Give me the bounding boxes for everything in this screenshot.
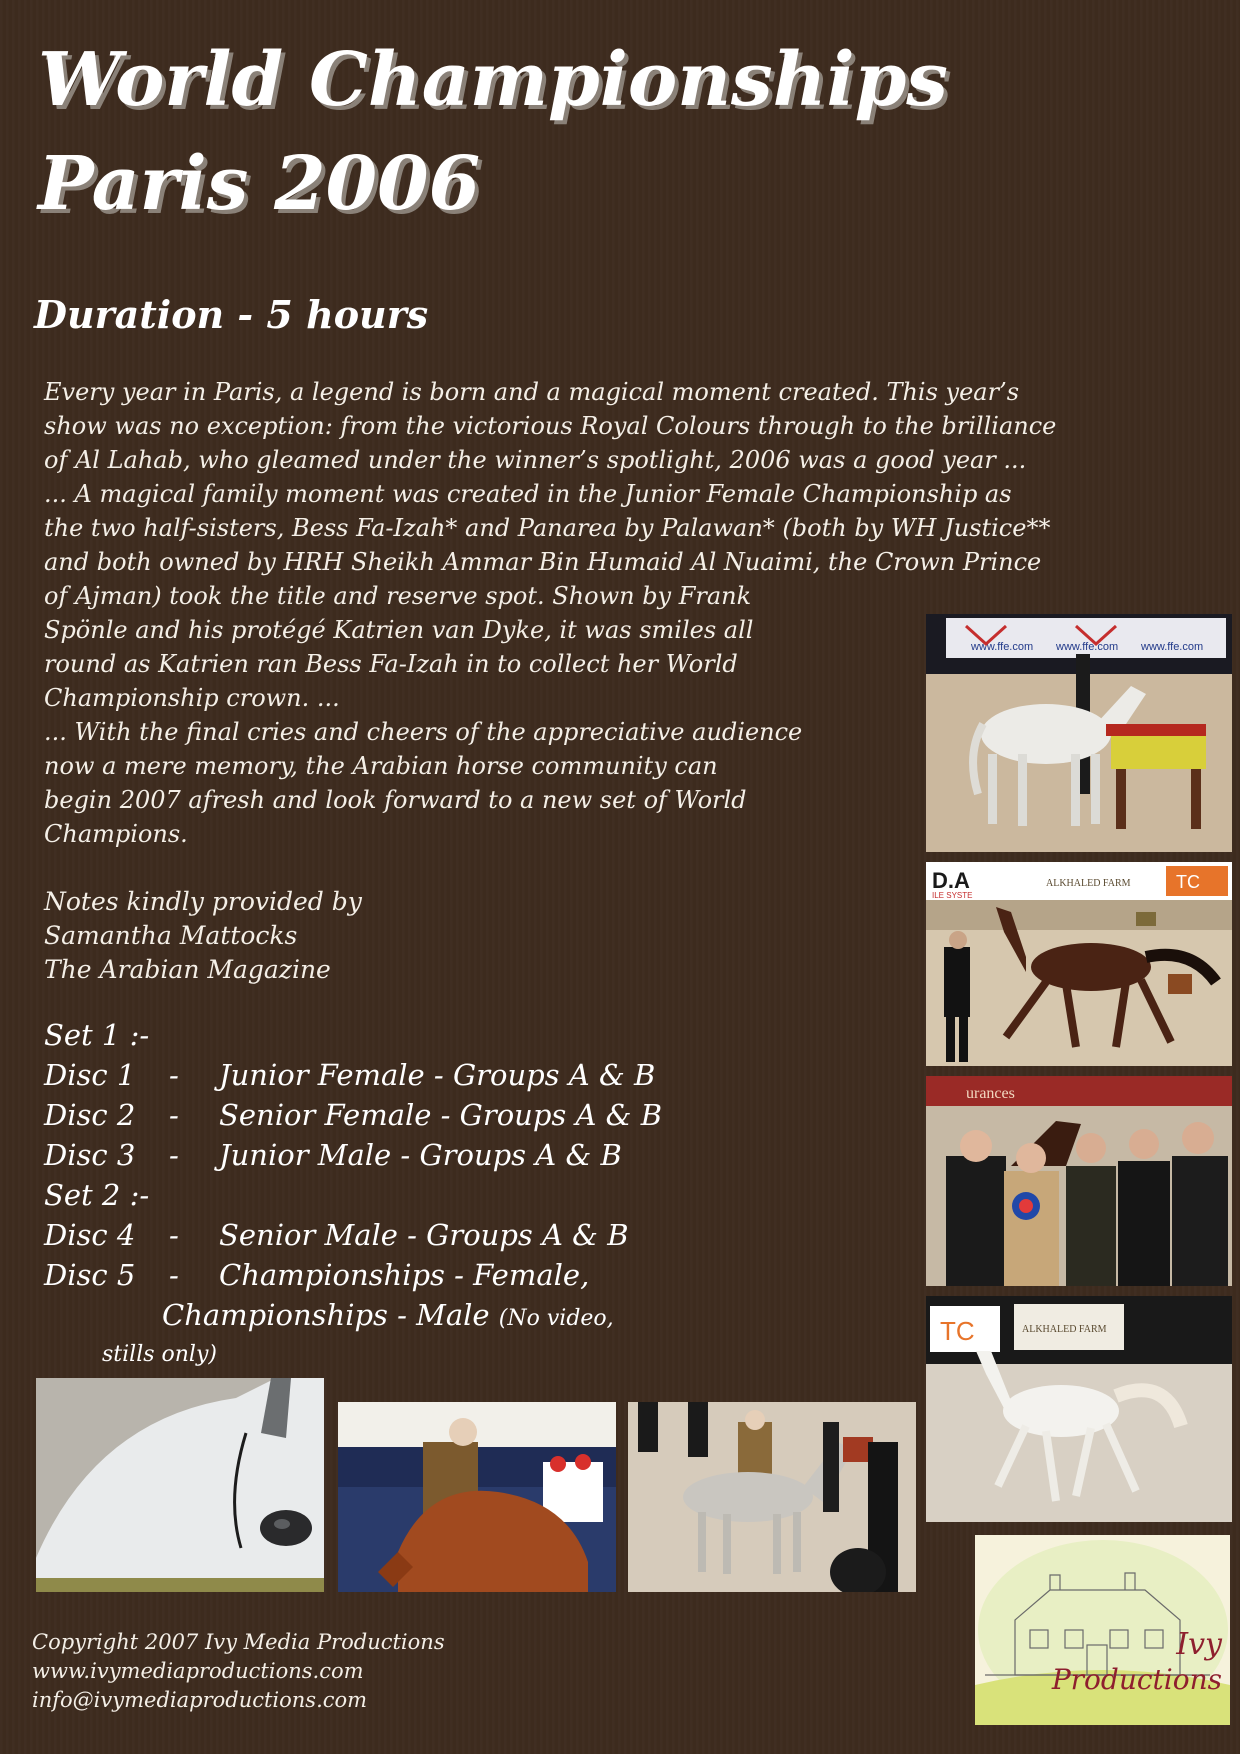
- logo-text-productions: Productions: [1051, 1663, 1222, 1696]
- disc-number: Disc 2: [44, 1098, 136, 1132]
- email-text: info@ivymediaproductions.com: [32, 1688, 368, 1712]
- disc-description: Championships - Male: [162, 1298, 490, 1332]
- disc-number: Disc 4: [44, 1218, 136, 1252]
- disc-number: Disc 5: [44, 1258, 136, 1292]
- disc-row: [44, 1135, 744, 1175]
- photo-chestnut-horse-handler: [338, 1402, 616, 1592]
- photo-grey-horse-closeup: [36, 1378, 324, 1592]
- disc-list: [44, 1015, 744, 1369]
- set-1-heading: [44, 1015, 744, 1055]
- ivy-productions-logo: [975, 1535, 1230, 1725]
- title-line-2: Paris 2006: [38, 141, 481, 227]
- disc-row: [44, 1095, 744, 1135]
- duration-heading: Duration - 5 hours: [34, 292, 429, 337]
- photo-award-ceremony: [926, 1076, 1232, 1286]
- description-line: Spönle and his protégé Katrien van Dyke, it was smiles all: [44, 616, 754, 644]
- disc-dash: -: [169, 1218, 179, 1252]
- disc-row: [44, 1255, 744, 1295]
- banner-text: TC: [1176, 872, 1200, 892]
- disc-dash: -: [169, 1098, 179, 1132]
- disc-note: (No video,: [498, 1306, 614, 1331]
- banner-text: www.ffe.com: [971, 641, 1034, 653]
- description-line: ... With the final cries and cheers of the appreciative audience: [44, 718, 803, 746]
- disc-description: Junior Male - Groups A & B: [219, 1138, 622, 1172]
- banner-text: TC: [940, 1316, 975, 1346]
- notes-credit: [44, 885, 362, 987]
- disc-dash: -: [169, 1138, 179, 1172]
- description-line: ... A magical family moment was created in the Junior Female Championship as: [44, 480, 1012, 508]
- set-2-heading: [44, 1175, 744, 1215]
- description-line: begin 2007 afresh and look forward to a new set of World: [44, 786, 747, 814]
- disc-description: Senior Female - Groups A & B: [219, 1098, 663, 1132]
- banner-text: www.ffe.com: [1056, 641, 1119, 653]
- disc-number: Disc 3: [44, 1138, 136, 1172]
- disc-row: [44, 1215, 744, 1255]
- photo-bay-horse-trotting: [926, 862, 1232, 1066]
- description-line: and both owned by HRH Sheikh Ammar Bin Humaid Al Nuaimi, the Crown Prince: [44, 548, 1042, 576]
- disc-description: Senior Male - Groups A & B: [219, 1218, 629, 1252]
- banner-text: ALKHALED FARM: [1022, 1324, 1107, 1335]
- disc-number: Disc 1: [44, 1058, 136, 1092]
- banner-text: ILE SYSTE: [932, 891, 973, 900]
- photo-white-horse-trotting: [926, 1296, 1232, 1522]
- description-line: of Al Lahab, who gleamed under the winner’s spotlight, 2006 was a good year ...: [44, 446, 1027, 474]
- description-text: [44, 375, 1056, 851]
- description-line: of Ajman) took the title and reserve spot. Shown by Frank: [44, 582, 752, 610]
- title-line-1: World Championships: [38, 37, 948, 123]
- notes-line: Samantha Mattocks: [44, 921, 298, 950]
- disc-description: Junior Female - Groups A & B: [219, 1058, 656, 1092]
- notes-line: Notes kindly provided by: [44, 887, 362, 916]
- description-line: the two half-sisters, Bess Fa-Izah* and Panarea by Palawan* (both by WH Justice**: [44, 514, 1051, 542]
- photo-grey-horse-saddle: [926, 614, 1232, 852]
- description-line: Every year in Paris, a legend is born and a magical moment created. This year’s: [44, 378, 1020, 406]
- banner-text: www.ffe.com: [1141, 641, 1204, 653]
- disc-description: Championships - Female,: [219, 1258, 590, 1292]
- set-label: Set 2 :-: [44, 1178, 150, 1212]
- set-label: Set 1 :-: [44, 1018, 150, 1052]
- footer-contact: [32, 1628, 445, 1715]
- disc-dash: -: [169, 1258, 179, 1292]
- description-line: round as Katrien ran Bess Fa-Izah in to collect her World: [44, 650, 738, 678]
- disc-note-continuation: stills only): [102, 1342, 217, 1367]
- disc-row: [44, 1055, 744, 1095]
- description-line: Champions.: [44, 820, 188, 848]
- photo-grey-horse-crowd: [628, 1402, 916, 1592]
- notes-line: The Arabian Magazine: [44, 955, 331, 984]
- description-line: now a mere memory, the Arabian horse community can: [44, 752, 718, 780]
- disc-5-continuation: [44, 1295, 744, 1335]
- banner-text: ALKHALED FARM: [1046, 878, 1131, 889]
- description-line: Championship crown. ...: [44, 684, 340, 712]
- website-text: www.ivymediaproductions.com: [32, 1659, 364, 1683]
- banner-text: D.A: [932, 868, 970, 893]
- copyright-text: Copyright 2007 Ivy Media Productions: [32, 1630, 445, 1654]
- disc-dash: -: [169, 1058, 179, 1092]
- page-title: [38, 28, 1038, 236]
- banner-text: urances: [966, 1085, 1015, 1102]
- logo-text-ivy: Ivy: [1176, 1627, 1222, 1662]
- description-line: show was no exception: from the victorious Royal Colours through to the brilliance: [44, 412, 1057, 440]
